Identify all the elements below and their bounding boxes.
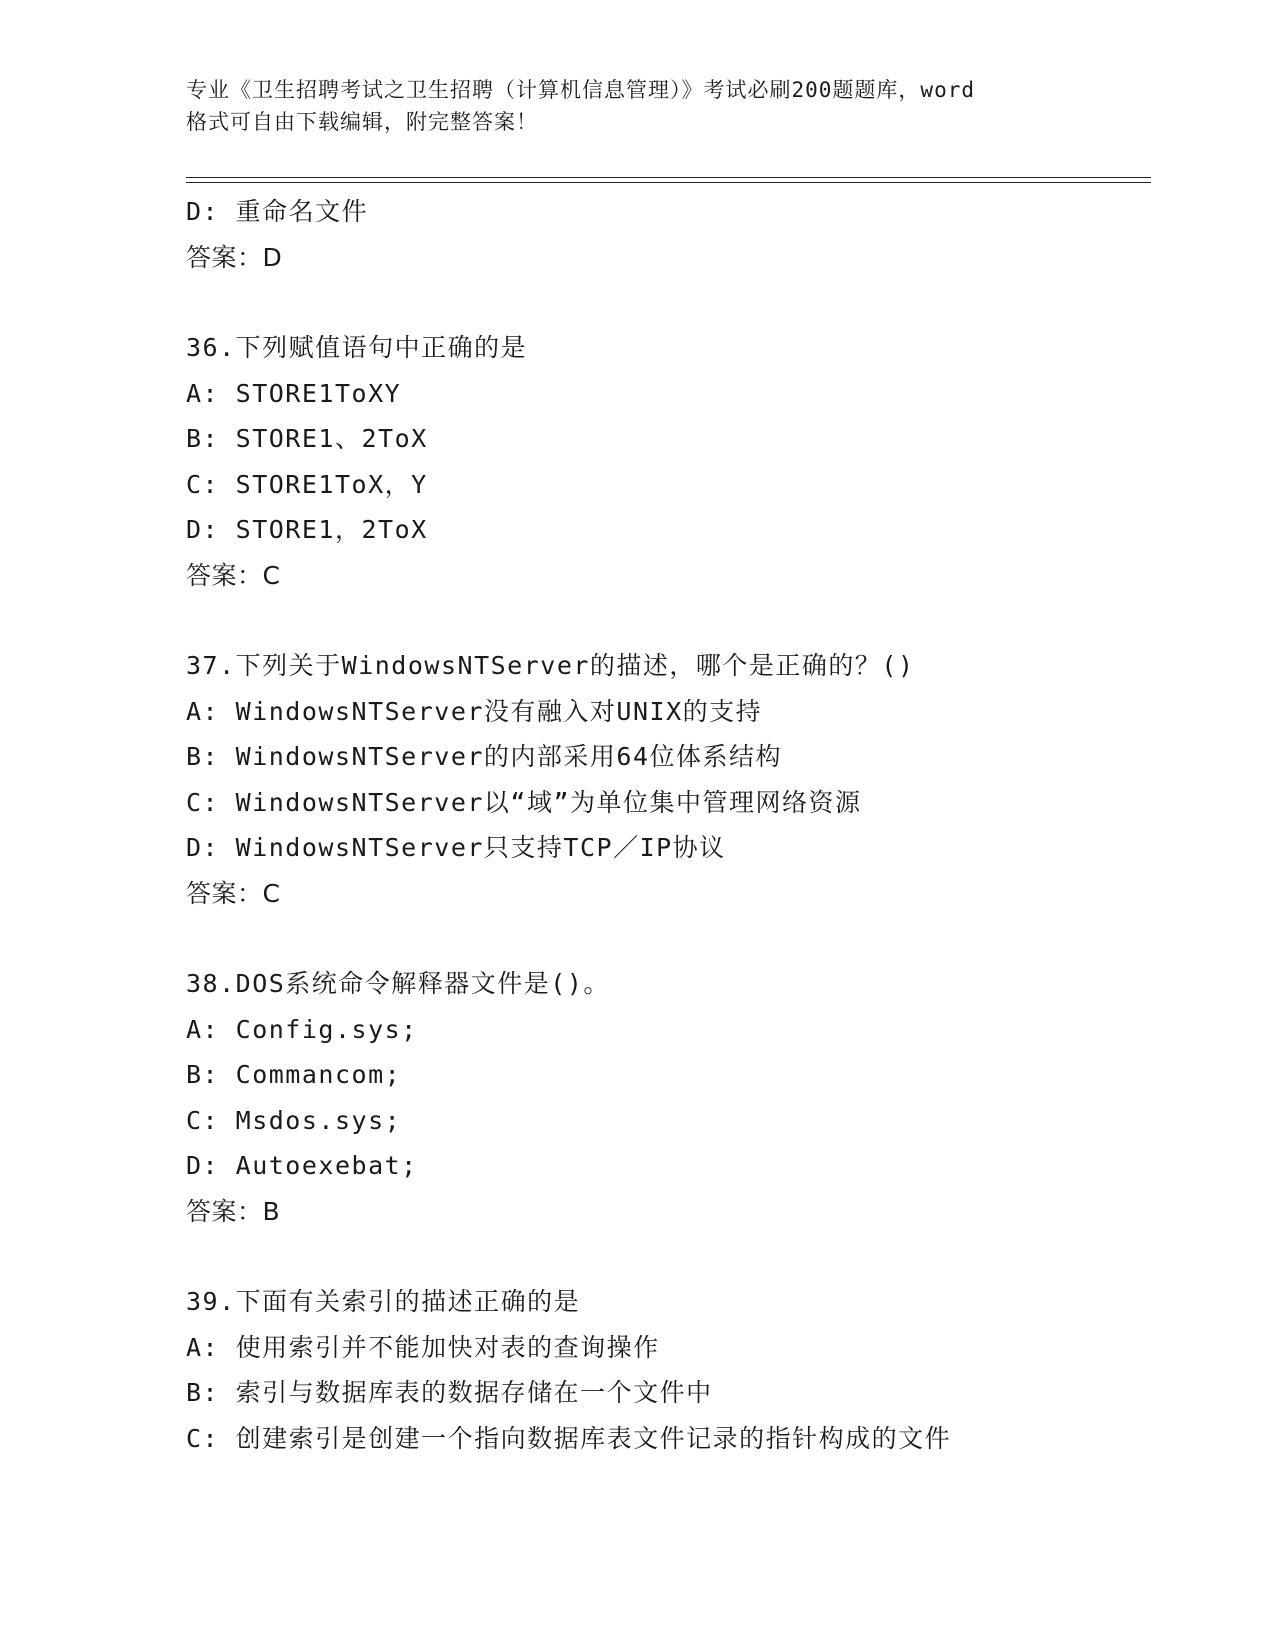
option-a: A: 使用索引并不能加快对表的查询操作 bbox=[186, 1332, 660, 1362]
question-stem: 39.下面有关索引的描述正确的是 bbox=[186, 1287, 581, 1316]
question-list bbox=[186, 189, 1151, 1461]
header-line-2: 格式可自由下载编辑，附完整答案！ bbox=[186, 110, 538, 134]
option-b: B: 索引与数据库表的数据存储在一个文件中 bbox=[186, 1378, 713, 1407]
prev-question-option-d: D: 重命名文件 bbox=[186, 197, 369, 226]
option-a: A: STORE1ToXY bbox=[186, 378, 402, 408]
header-divider-bottom bbox=[186, 182, 1151, 183]
option-c: C: Msdos.sys; bbox=[186, 1105, 402, 1135]
option-d: D: Autoexebat; bbox=[186, 1151, 418, 1180]
option-a: A: Config.sys; bbox=[186, 1014, 418, 1044]
spacer bbox=[186, 1234, 1151, 1279]
spacer bbox=[186, 598, 1151, 643]
option-b: B: WindowsNTServer的内部采用64位体系结构 bbox=[186, 742, 783, 771]
header-line-1: 专业《卫生招聘考试之卫生招聘（计算机信息管理）》考试必刷200题题库，word bbox=[186, 78, 975, 102]
option-b: B: STORE1、2ToX bbox=[186, 424, 428, 453]
spacer bbox=[186, 280, 1151, 325]
option-c: C: 创建索引是创建一个指向数据库表文件记录的指针构成的文件 bbox=[186, 1423, 952, 1453]
option-c: C: STORE1ToX，Y bbox=[186, 469, 428, 499]
header-divider-top bbox=[186, 177, 1151, 178]
spacer bbox=[186, 916, 1151, 961]
question-38 bbox=[186, 961, 1151, 1234]
question-stem: 36.下列赋值语句中正确的是 bbox=[186, 333, 528, 362]
option-d: D: WindowsNTServer只支持TCP／IP协议 bbox=[186, 833, 726, 862]
question-37 bbox=[186, 643, 1151, 916]
question-stem: 38.DOS系统命令解释器文件是()。 bbox=[186, 969, 610, 998]
prev-question-answer: 答案：D bbox=[186, 242, 283, 272]
answer: 答案：C bbox=[186, 560, 281, 590]
question-36 bbox=[186, 325, 1151, 598]
answer: 答案：C bbox=[186, 878, 281, 908]
option-b: B: Commancom; bbox=[186, 1060, 402, 1089]
option-d: D: STORE1，2ToX bbox=[186, 515, 428, 544]
option-c: C: WindowsNTServer以“域”为单位集中管理网络资源 bbox=[186, 787, 862, 817]
question-39 bbox=[186, 1279, 1151, 1461]
answer: 答案：B bbox=[186, 1196, 281, 1226]
question-stem: 37.下列关于WindowsNTServer的描述，哪个是正确的？() bbox=[186, 651, 915, 680]
document-header bbox=[186, 74, 1086, 138]
option-a: A: WindowsNTServer没有融入对UNIX的支持 bbox=[186, 696, 763, 726]
